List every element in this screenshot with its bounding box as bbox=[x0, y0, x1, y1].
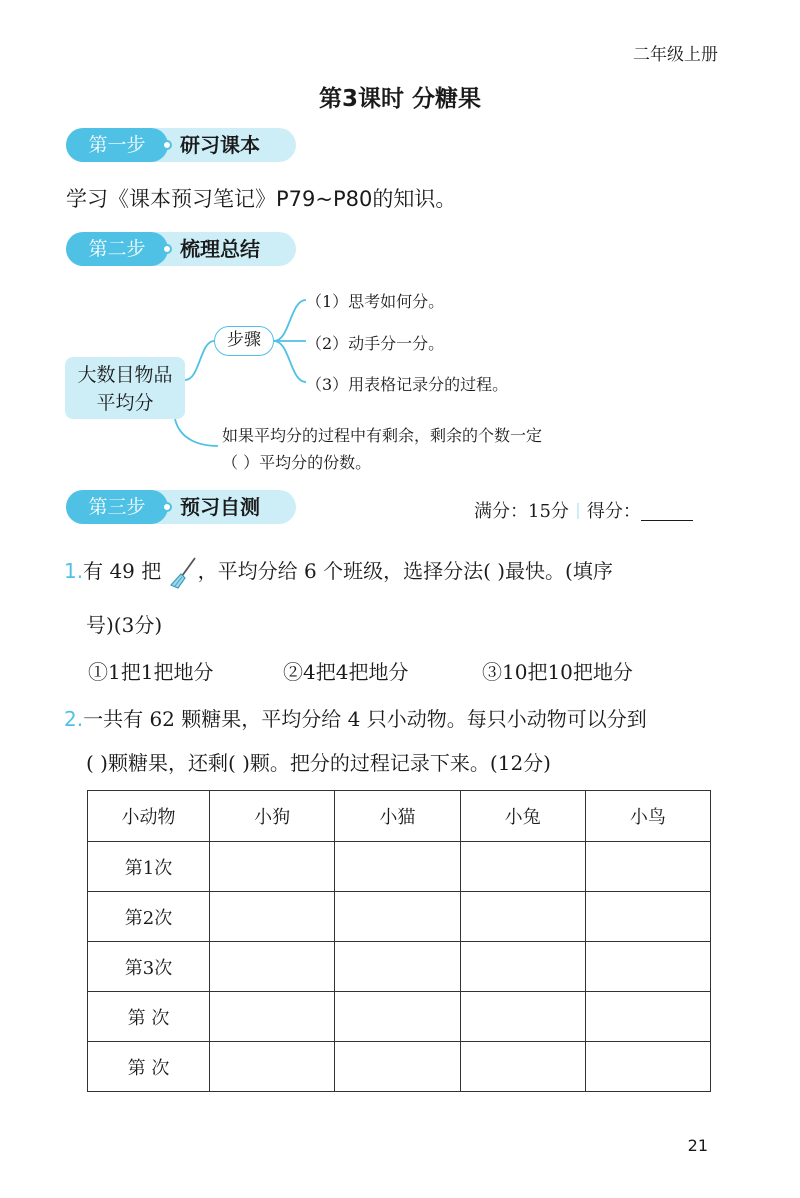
mindmap-root bbox=[65, 357, 185, 419]
grade-label: 二年级上册 bbox=[633, 45, 718, 65]
question-number: 2. bbox=[64, 707, 84, 731]
table-cell[interactable] bbox=[335, 842, 460, 892]
mindmap-root-line2: 平均分 bbox=[96, 392, 154, 414]
mindmap-branch: （2）动手分一分。 bbox=[306, 334, 445, 353]
mindmap-node-steps: 步骤 bbox=[214, 326, 274, 356]
dot-icon bbox=[162, 502, 172, 512]
table-cell[interactable] bbox=[585, 1042, 710, 1092]
table-row bbox=[88, 892, 711, 942]
question-1-option[interactable]: ③10把10把地分 bbox=[482, 660, 633, 684]
table-cell[interactable] bbox=[210, 842, 335, 892]
question-1-option[interactable]: ②4把4把地分 bbox=[283, 660, 409, 684]
row-label: 第1次 bbox=[88, 842, 210, 892]
table-cell[interactable] bbox=[460, 942, 585, 992]
question-number: 1. bbox=[64, 559, 84, 583]
table-cell[interactable] bbox=[585, 892, 710, 942]
section-header-step3 bbox=[66, 490, 296, 524]
table-cell[interactable] bbox=[210, 1042, 335, 1092]
table-row bbox=[88, 842, 711, 892]
page-title: 第3课时 分糖果 bbox=[318, 86, 481, 112]
question-1-option[interactable]: ①1把1把地分 bbox=[88, 660, 214, 684]
row-label: 第 次 bbox=[88, 1042, 210, 1092]
table-cell[interactable] bbox=[210, 992, 335, 1042]
mindmap-branch: （3）用表格记录分的过程。 bbox=[306, 375, 509, 394]
table-cell[interactable] bbox=[460, 892, 585, 942]
table-cell[interactable] bbox=[585, 942, 710, 992]
table-row bbox=[88, 1042, 711, 1092]
table-header: 小猫 bbox=[335, 791, 460, 842]
record-table bbox=[87, 790, 711, 1092]
mindmap-root-line1: 大数目物品 bbox=[77, 364, 173, 386]
study-instruction: 学习《课本预习笔记》P79~P80的知识。 bbox=[66, 187, 457, 211]
row-label: 第3次 bbox=[88, 942, 210, 992]
score-label: 得分： bbox=[586, 501, 641, 522]
broom-icon bbox=[168, 556, 198, 590]
row-label: 第2次 bbox=[88, 892, 210, 942]
step-badge: 第一步 bbox=[66, 128, 168, 162]
section-label: 梳理总结 bbox=[180, 237, 260, 261]
table-header: 小狗 bbox=[210, 791, 335, 842]
question-1-text-a: 有 49 把 bbox=[83, 559, 162, 583]
score-box bbox=[474, 497, 693, 523]
table-cell[interactable] bbox=[585, 842, 710, 892]
row-label: 第 次 bbox=[88, 992, 210, 1042]
table-header: 小动物 bbox=[88, 791, 210, 842]
question-2-line2: ( )颗糖果，还剩( )颗。把分的过程记录下来。(12分) bbox=[86, 751, 551, 775]
table-cell[interactable] bbox=[335, 942, 460, 992]
question-2-line1: 一共有 62 颗糖果，平均分给 4 只小动物。每只小动物可以分到 bbox=[83, 707, 647, 731]
table-cell[interactable] bbox=[335, 992, 460, 1042]
table-cell[interactable] bbox=[585, 992, 710, 1042]
table-header-row bbox=[88, 791, 711, 842]
question-1-text-c: 号)(3分) bbox=[86, 613, 163, 637]
step-badge: 第三步 bbox=[66, 490, 168, 524]
table-cell[interactable] bbox=[460, 1042, 585, 1092]
mindmap-note: 如果平均分的过程中有剩余，剩余的个数一定 bbox=[222, 426, 543, 445]
mindmap-note: （ ）平均分的份数。 bbox=[222, 453, 372, 472]
question-1-text-b: ，平均分给 6 个班级，选择分法( )最快。(填序 bbox=[197, 559, 613, 583]
question-2 bbox=[64, 703, 647, 732]
table-row bbox=[88, 942, 711, 992]
table-row bbox=[88, 992, 711, 1042]
table-cell[interactable] bbox=[460, 842, 585, 892]
question-1 bbox=[64, 555, 613, 590]
mindmap-branch: （1）思考如何分。 bbox=[306, 292, 445, 311]
table-cell[interactable] bbox=[335, 892, 460, 942]
step-badge: 第二步 bbox=[66, 232, 168, 266]
score-blank[interactable] bbox=[641, 502, 693, 521]
table-header: 小鸟 bbox=[585, 791, 710, 842]
table-cell[interactable] bbox=[210, 942, 335, 992]
section-label: 研习课本 bbox=[180, 133, 260, 157]
section-label: 预习自测 bbox=[180, 495, 260, 519]
table-cell[interactable] bbox=[210, 892, 335, 942]
table-cell[interactable] bbox=[460, 992, 585, 1042]
full-score: 满分：15分 bbox=[474, 501, 569, 522]
page-number: 21 bbox=[687, 1136, 708, 1155]
table-header: 小兔 bbox=[460, 791, 585, 842]
table-cell[interactable] bbox=[335, 1042, 460, 1092]
